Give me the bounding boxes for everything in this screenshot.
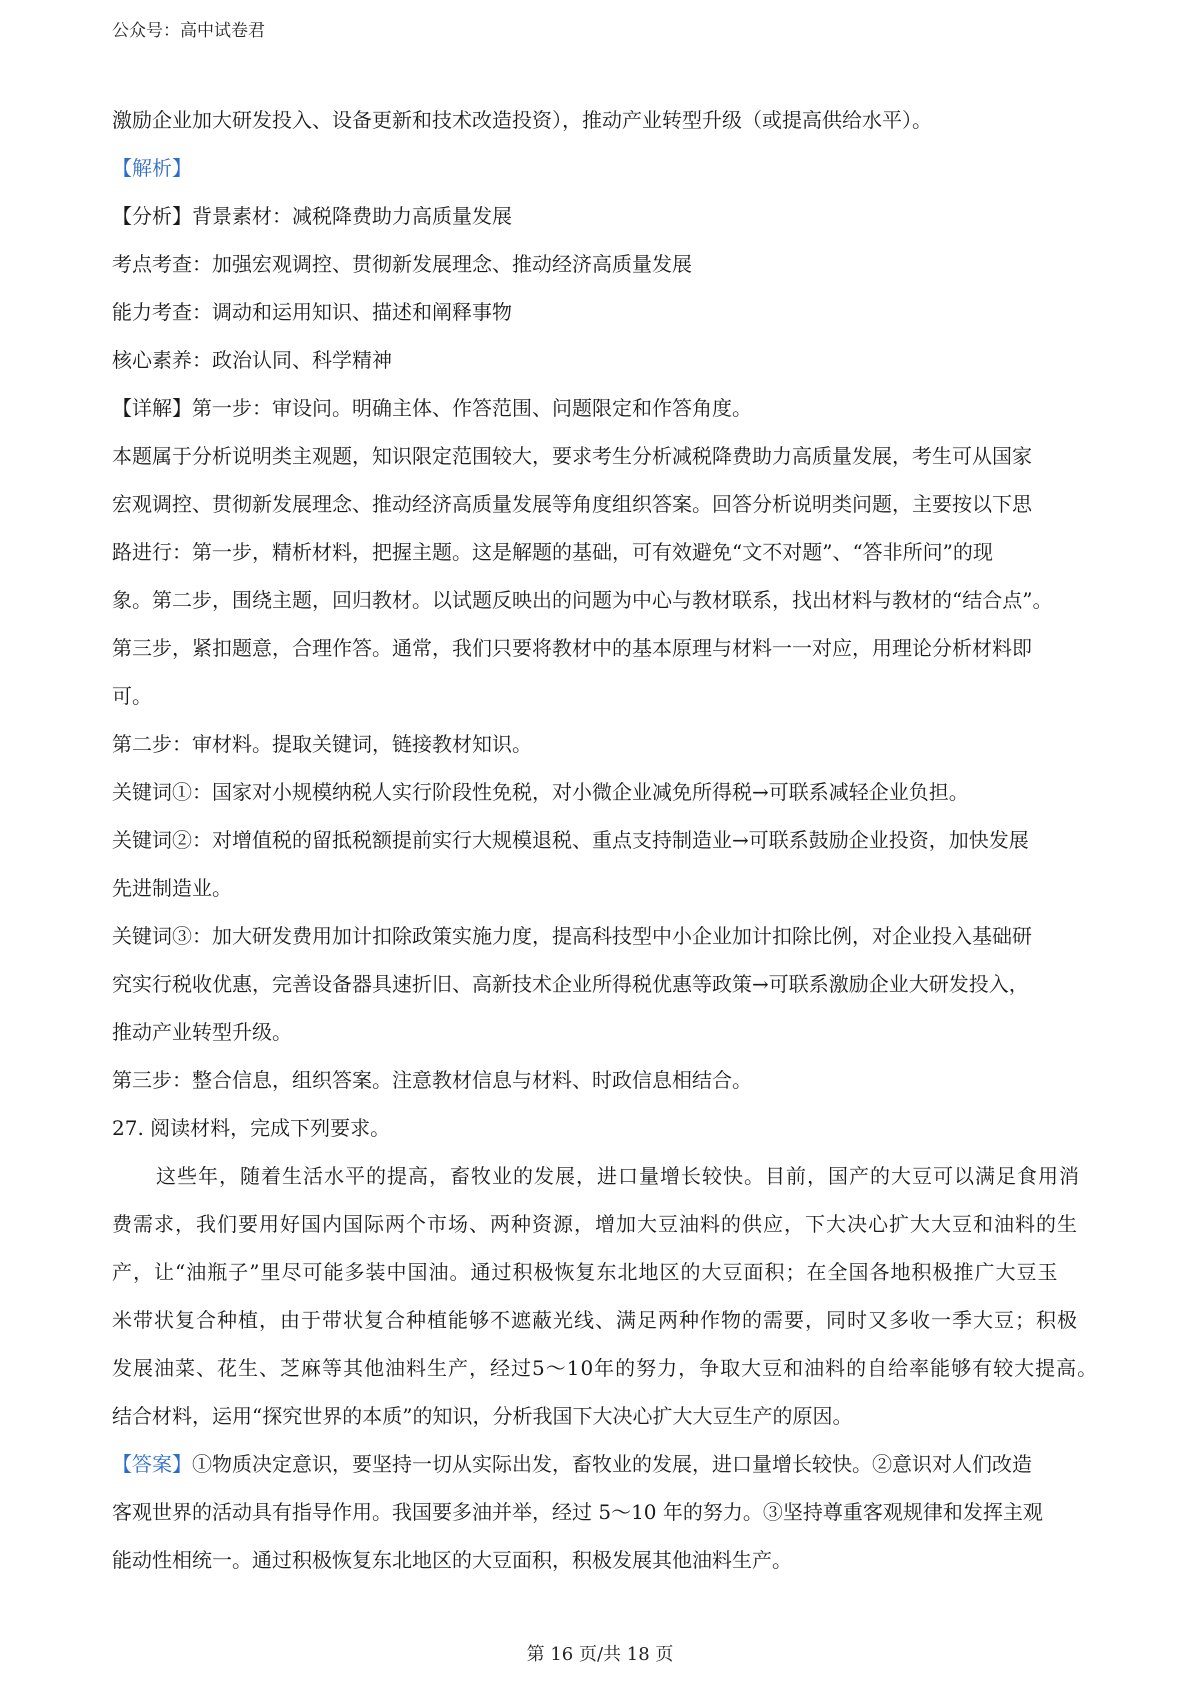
text-line: 关键词②：对增值税的留抵税额提前实行大规模退税、重点支持制造业→可联系鼓励企业投资，加快发展 (112, 828, 1029, 852)
answer-line (112, 1440, 1102, 1488)
text-line: 究实行税收优惠，完善设备器具速折旧、高新技术企业所得税优惠等政策→可联系激励企业大研发投入， (112, 972, 1029, 996)
text-line: 推动产业转型升级。 (112, 1020, 292, 1044)
material-line: 米带状复合种植，由于带状复合种植能够不遮蔽光线、满足两种作物的需要，同时又多收一季大豆；积极 (112, 1308, 1078, 1332)
text-line: 能力考查：调动和运用知识、描述和阐释事物 (112, 300, 512, 324)
material-line: 这些年，随着生活水平的提高，畜牧业的发展，进口量增长较快。目前，国产的大豆可以满足食用消 (156, 1164, 1080, 1188)
text-line: 宏观调控、贯彻新发展理念、推动经济高质量发展等角度组织答案。回答分析说明类问题，主要按以下思 (112, 492, 1032, 516)
text-line: 本题属于分析说明类主观题，知识限定范围较大，要求考生分析减税降费助力高质量发展，考生可从国家 (112, 444, 1032, 468)
question-number-line: 27. 阅读材料，完成下列要求。 (112, 1116, 391, 1140)
text-line: 【分析】背景素材：减税降费助力高质量发展 (112, 204, 512, 228)
answer-text: ①物质决定意识，要坚持一切从实际出发，畜牧业的发展，进口量增长较快。②意识对人们改造 (192, 1452, 1032, 1476)
answer-line: 能动性相统一。通过积极恢复东北地区的大豆面积，积极发展其他油料生产。 (112, 1548, 792, 1572)
text-line: 象。第二步，围绕主题，回归教材。以试题反映出的问题为中心与教材联系，找出材料与教材的“结合点”。 (112, 588, 1053, 612)
text-line: 第三步：整合信息，组织答案。注意教材信息与材料、时政信息相结合。 (112, 1068, 752, 1092)
analysis-heading: 【解析】 (112, 156, 192, 180)
text-line: 路进行：第一步，精析材料，把握主题。这是解题的基础，可有效避免“文不对题”、“答非所问”的现 (112, 540, 993, 564)
page-number: 第 16 页/共 18 页 (526, 1644, 674, 1665)
source-header: 公众号：高中试卷君 (112, 21, 265, 41)
question-prompt: 结合材料，运用“探究世界的本质”的知识，分析我国下大决心扩大大豆生产的原因。 (112, 1404, 853, 1428)
material-passage (112, 1152, 1102, 1392)
answer-line: 客观世界的活动具有指导作用。我国要多油并举，经过 5～10 年的努力。③坚持尊重客观规律和发挥主观 (112, 1500, 1043, 1524)
answer-tag: 【答案】 (112, 1452, 192, 1476)
text-line: 关键词③：加大研发费用加计扣除政策实施力度，提高科技型中小企业加计扣除比例，对企业投入基础研 (112, 924, 1032, 948)
text-line: 第三步，紧扣题意，合理作答。通常，我们只要将教材中的基本原理与材料一一对应，用理论分析材料即 (112, 636, 1032, 660)
text-line: 核心素养：政治认同、科学精神 (112, 348, 392, 372)
text-line: 第二步：审材料。提取关键词，链接教材知识。 (112, 732, 532, 756)
material-line: 产，让“油瓶子”里尽可能多装中国油。通过积极恢复东北地区的大豆面积；在全国各地积极推广大豆玉 (112, 1260, 1059, 1284)
document-body (112, 96, 1102, 1584)
text-line: 考点考查：加强宏观调控、贯彻新发展理念、推动经济高质量发展 (112, 252, 692, 276)
text-line: 可。 (112, 684, 152, 708)
material-line: 费需求，我们要用好国内国际两个市场、两种资源，增加大豆油料的供应，下大决心扩大大豆和油料的生 (112, 1212, 1078, 1236)
text-line: 【详解】第一步：审设问。明确主体、作答范围、问题限定和作答角度。 (112, 396, 752, 420)
text-line: 激励企业加大研发投入、设备更新和技术改造投资），推动产业转型升级（或提高供给水平）。 (112, 108, 932, 132)
material-line: 发展油菜、花生、芝麻等其他油料生产，经过5～10年的努力，争取大豆和油料的自给率能够有较大提高。 (112, 1356, 1099, 1380)
text-line: 关键词①：国家对小规模纳税人实行阶段性免税，对小微企业减免所得税→可联系减轻企业负担。 (112, 780, 969, 804)
text-line: 先进制造业。 (112, 876, 232, 900)
